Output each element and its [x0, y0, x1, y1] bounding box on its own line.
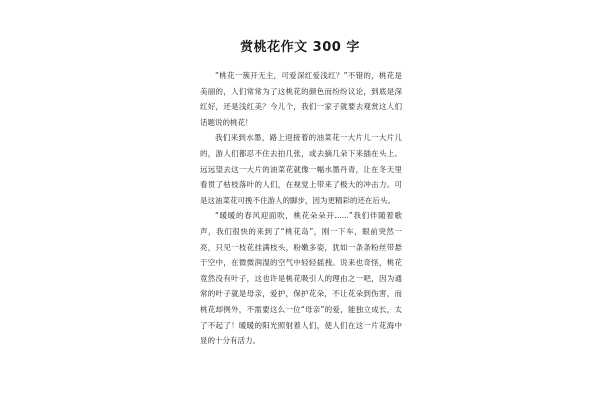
paragraph-1: “桃花一簇开无主，可爱深红爱浅红？”不错的，桃花是美丽的，人们常常为了这桃花的颜色而纷纷议论，到底是深红好，还是浅红美？今儿个，我们一家子就要去观赏这人们话题说的桃花！ [200, 71, 402, 127]
paragraph-2: 我们来到水墨，路上迎接着的油菜花一大片儿一大片儿的，游人们都忍不住去拍几张，或去摘几朵下来插在头上。远远望去这一大片的油菜花就像一幅水墨丹青，让在冬天里看贯了枯枝落叶的人们，在视觉上带来了极大的冲击力。可是这油菜花可挽不住游人的脚步，因为更精彩的还在后头。 [200, 133, 402, 205]
essay-body [200, 68, 402, 349]
paragraph-3: “暖暖的春风迎面吹，桃花朵朵开......”我们伴随着歌声，我们很快的来到了“桃花岛”，刚一下车，眼前突然一亮，只见一枝花挂满枝头，粉嫩多姿，犹如一条条粉丝带悬于空中，在微微润湿的空气中轻轻摇拽。说来也奇怪，桃花竟然没有叶子，这也许是桃花吸引人的理由之一吧，因为通常的叶子就是母亲，爱护，保护花朵，不让花朵到伤害，而桃花却例外，不需要这么一位“母亲”的爱，能独立成长，太了不起了！暖暖的阳光照射着人们，使人们在这一片花海中显的十分有活力。 [200, 211, 402, 346]
essay-title: 赏桃花作文 300 字 [240, 40, 360, 55]
